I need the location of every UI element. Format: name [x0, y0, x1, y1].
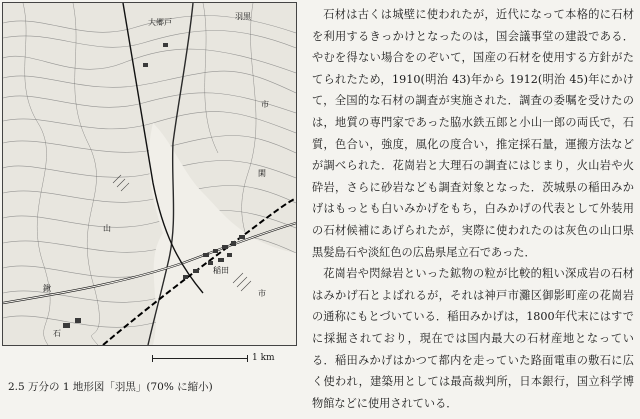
map-label: 大郷戸 — [148, 18, 172, 27]
paragraph-2: 花崗岩や閃緑岩といった鉱物の粒が比較的粗い深成岩の石材はみかげ石とよばれるが，それは神戸市灘区御影町産の花崗岩の通称にもとづいている．稲田みかげは，1800年代末にはすでに採掘されており，現在では国内最大の石材産地となっている．稲田みかげはかつて都内を走っていた路面電車の敷石に広く使われ，建築用としては最高裁判所，日本銀行，国立科学博物館などに使用されている． — [312, 267, 634, 410]
figure-caption: 2.5 万分の 1 地形図「羽黒」(70% に縮小) — [8, 381, 213, 393]
article-body — [312, 4, 634, 414]
map-scale-bar — [152, 353, 275, 366]
map-label: 石 — [53, 329, 61, 338]
scale-label: 1 km — [252, 353, 275, 363]
map-drawing — [3, 3, 296, 345]
scale-tick-left — [152, 355, 153, 362]
scale-line — [152, 358, 248, 359]
map-label: 市 — [261, 100, 269, 109]
map-label: 稲田 — [213, 266, 229, 275]
paragraph-1: 石材は古くは城壁に使われたが，近代になって本格的に石材を利用するきっかけとなったのは，国会議事堂の建設である．やむを得ない場合をのぞいて，国産の石材を使用する方針がたてられたため，1910(明治 43)年から 1912(明治 45)年にかけて，全国的な石材の調査が実施された．調査の委嘱を受けたのは，地質の専門家であった脇水鉄五郎と小山一郎の両氏で，石質，色合い，強度，風化の度合い，推定採石量，運搬方法などが調べられた．花崗岩と大理石の調査にはじまり，火山岩や火砕岩，さらに砂岩なども調査対象となった．茨城県の稲田みかげはもっとも白いみかげをもち，白みかげの代表として外装用の石材候補にあげられたが，実際に使われたのは灰色の山口県黒髪島石や淡紅色の広島県尾立石であった． — [312, 8, 634, 259]
scale-tick-right — [247, 355, 248, 362]
map-label: 山 — [103, 224, 111, 233]
map-label: 羽黒 — [235, 12, 251, 21]
map-label: 市 — [258, 289, 266, 298]
topographic-map — [2, 2, 297, 346]
map-label: 鍬 — [43, 284, 51, 293]
map-label: 閑 — [258, 169, 266, 178]
